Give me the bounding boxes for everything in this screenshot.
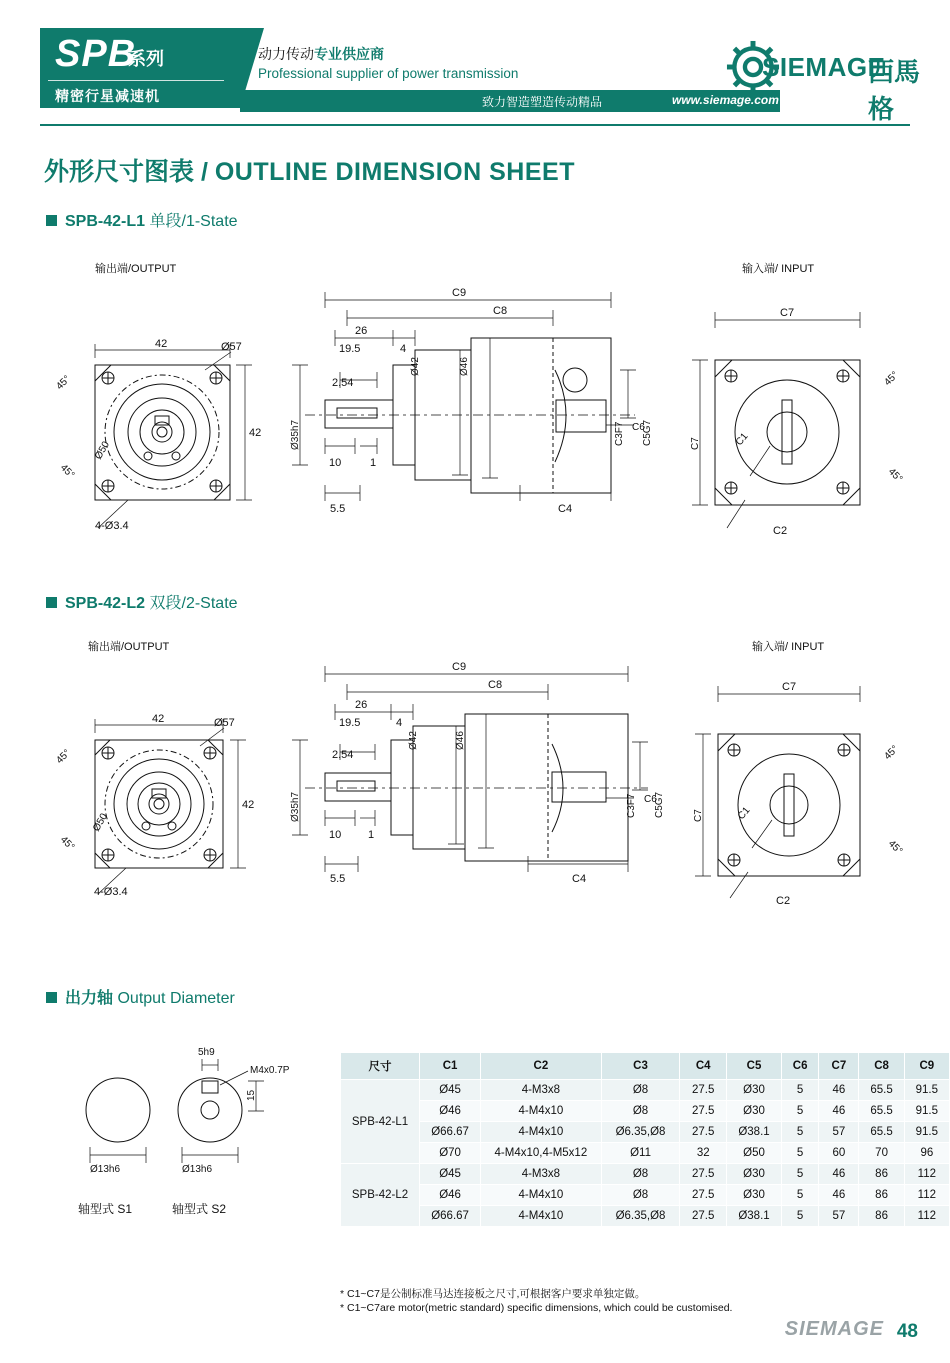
table-row <box>341 1101 950 1122</box>
cell: Ø8 <box>601 1101 680 1122</box>
table-row <box>341 1206 950 1227</box>
cell: Ø66.67 <box>420 1122 481 1143</box>
cell: 5 <box>781 1080 818 1101</box>
page-title-cn: 外形尺寸图表 / <box>44 158 215 186</box>
svg-text:C7: C7 <box>693 809 704 822</box>
col-c2: C2 <box>481 1053 602 1080</box>
cell: 112 <box>904 1164 949 1185</box>
cell: 27.5 <box>680 1164 727 1185</box>
table-row <box>341 1185 950 1206</box>
cell: 96 <box>904 1143 949 1164</box>
svg-text:26: 26 <box>355 699 368 711</box>
page-title-en: OUTLINE DIMENSION SHEET <box>214 158 575 186</box>
cell: 86 <box>859 1164 904 1185</box>
cell: Ø70 <box>420 1143 481 1164</box>
cell: 65.5 <box>859 1080 904 1101</box>
svg-text:C8: C8 <box>488 679 503 691</box>
col-c7: C7 <box>819 1053 859 1080</box>
cell: 4-M4x10 <box>481 1101 602 1122</box>
svg-text:5.5: 5.5 <box>330 873 346 885</box>
cell: 5 <box>781 1101 818 1122</box>
tagline-cn <box>258 44 384 64</box>
svg-text:4: 4 <box>396 717 403 729</box>
cell: 27.5 <box>680 1101 727 1122</box>
svg-text:45°: 45° <box>57 834 77 853</box>
cell: Ø8 <box>601 1080 680 1101</box>
group-name-l1: SPB-42-L1 <box>341 1080 420 1164</box>
table-note-en: * C1~C7are motor(metric standard) specific dimensions, which could be customised. <box>340 1302 733 1314</box>
svg-text:4-Ø3.4: 4-Ø3.4 <box>95 520 129 532</box>
col-c9: C9 <box>904 1053 949 1080</box>
svg-text:Ø57: Ø57 <box>214 717 235 729</box>
cell: 4-M4x10 <box>481 1122 602 1143</box>
svg-text:Ø57: Ø57 <box>221 341 242 353</box>
svg-text:45°: 45° <box>885 466 905 485</box>
logo-series: 系列 <box>128 49 164 69</box>
svg-text:2.54: 2.54 <box>332 749 354 761</box>
cell: 27.5 <box>680 1122 727 1143</box>
section-en-l1: /1-State <box>181 213 238 230</box>
svg-text:42: 42 <box>155 338 168 350</box>
svg-text:45°: 45° <box>54 747 73 767</box>
svg-text:M4x0.7P: M4x0.7P <box>250 1065 290 1076</box>
header-band-text: 致力智造塑造传动精品 <box>482 95 603 109</box>
table-row <box>341 1122 950 1143</box>
label-output-side-l1: 输出端/OUTPUT <box>95 263 177 275</box>
section-bullet-icon <box>46 215 57 226</box>
header-rule <box>40 124 910 126</box>
cell: 5 <box>781 1206 818 1227</box>
tagline-cn-plain: 动力传动 <box>258 46 314 62</box>
table-note-cn: * C1~C7是公制标准马达连接板之尺寸,可根据客户要求单独定做。 <box>340 1288 646 1300</box>
section-code-l2: SPB-42-L2 <box>65 595 146 612</box>
svg-text:C7: C7 <box>690 437 701 450</box>
col-size: 尺寸 <box>341 1053 420 1080</box>
svg-text:2.54: 2.54 <box>332 377 354 389</box>
brand-name-cn: 西馬格 <box>868 57 921 124</box>
svg-text:42: 42 <box>242 799 255 811</box>
cell: Ø8 <box>601 1164 680 1185</box>
svg-text:C9: C9 <box>452 661 467 673</box>
label-input-side-l2: 输入端/ INPUT <box>752 641 825 653</box>
cell: 65.5 <box>859 1101 904 1122</box>
svg-text:C7: C7 <box>782 681 797 693</box>
svg-text:19.5: 19.5 <box>339 717 361 729</box>
svg-text:5h9: 5h9 <box>198 1047 215 1058</box>
svg-text:C7: C7 <box>780 307 795 319</box>
drawing-svg-l1 <box>0 250 950 550</box>
cell: 57 <box>819 1122 859 1143</box>
section-bullet-icon-2 <box>46 597 57 608</box>
cell: Ø30 <box>727 1185 782 1206</box>
page-title <box>44 152 575 188</box>
table-row <box>341 1143 950 1164</box>
cell: Ø50 <box>727 1143 782 1164</box>
col-c5: C5 <box>727 1053 782 1080</box>
table-row <box>341 1080 950 1101</box>
col-c1: C1 <box>420 1053 481 1080</box>
svg-text:C6: C6 <box>644 794 657 805</box>
group-name-l2: SPB-42-L2 <box>341 1164 420 1227</box>
cell: Ø8 <box>601 1185 680 1206</box>
cell: 5 <box>781 1122 818 1143</box>
tagline-en: Professional supplier of power transmission <box>258 66 519 81</box>
cell: 65.5 <box>859 1122 904 1143</box>
logo-divider <box>48 80 224 81</box>
cell: 86 <box>859 1185 904 1206</box>
svg-text:Ø46: Ø46 <box>459 357 470 376</box>
drawing-shaft <box>60 1035 340 1235</box>
shaft-svg <box>60 1035 340 1225</box>
svg-text:42: 42 <box>249 427 262 439</box>
svg-text:45°: 45° <box>882 369 901 389</box>
section-heading-shaft <box>46 985 235 1008</box>
section-cn-l1: 单段 <box>149 213 182 230</box>
svg-text:10: 10 <box>329 457 342 469</box>
section-bullet-icon-3 <box>46 992 57 1003</box>
svg-text:Ø13h6: Ø13h6 <box>182 1164 213 1175</box>
svg-text:1: 1 <box>370 457 377 469</box>
svg-text:轴型式 S2: 轴型式 S2 <box>172 1202 227 1216</box>
cell: Ø6.35,Ø8 <box>601 1122 680 1143</box>
svg-text:1: 1 <box>368 829 375 841</box>
table-header-row <box>341 1053 950 1080</box>
svg-text:4-Ø3.4: 4-Ø3.4 <box>94 886 128 898</box>
cell: 4-M3x8 <box>481 1080 602 1101</box>
cell: 46 <box>819 1080 859 1101</box>
svg-text:45°: 45° <box>57 462 77 481</box>
svg-text:C9: C9 <box>452 287 467 299</box>
svg-text:26: 26 <box>355 325 368 337</box>
svg-text:C5G7: C5G7 <box>654 791 665 818</box>
cell: 5 <box>781 1164 818 1185</box>
cell: 86 <box>859 1206 904 1227</box>
svg-text:19.5: 19.5 <box>339 343 361 355</box>
svg-text:Ø42: Ø42 <box>408 731 419 750</box>
svg-text:C1: C1 <box>733 431 751 448</box>
cell: 27.5 <box>680 1080 727 1101</box>
svg-text:C3F7: C3F7 <box>614 421 625 446</box>
svg-text:C4: C4 <box>572 873 587 885</box>
cell: 70 <box>859 1143 904 1164</box>
svg-text:Ø42: Ø42 <box>410 357 421 376</box>
table-row <box>341 1164 950 1185</box>
svg-text:42: 42 <box>152 713 165 725</box>
cell: 91.5 <box>904 1122 949 1143</box>
col-c6: C6 <box>781 1053 818 1080</box>
footer-brand: SIEMAGE <box>784 1318 884 1340</box>
drawing-l2 <box>0 630 950 950</box>
logo-spb: SPB <box>55 33 137 75</box>
svg-text:10: 10 <box>329 829 342 841</box>
svg-text:C1: C1 <box>735 805 753 822</box>
svg-text:45°: 45° <box>54 373 73 393</box>
cell: 4-M4x10 <box>481 1206 602 1227</box>
logo-subtitle: 精密行星减速机 <box>55 88 160 104</box>
page-header <box>0 0 950 125</box>
svg-text:Ø13h6: Ø13h6 <box>90 1164 121 1175</box>
section-heading-l1 <box>46 208 238 231</box>
section-cn-l2: 双段 <box>149 595 182 612</box>
section-en-shaft: Output Diameter <box>117 990 235 1007</box>
svg-text:轴型式 S1: 轴型式 S1 <box>78 1202 133 1216</box>
label-output-side-l2: 输出端/OUTPUT <box>88 641 170 653</box>
svg-text:15: 15 <box>246 1089 257 1101</box>
cell: Ø6.35,Ø8 <box>601 1206 680 1227</box>
cell: 46 <box>819 1101 859 1122</box>
cell: 60 <box>819 1143 859 1164</box>
page-number: 48 <box>896 1321 918 1342</box>
brand-name-en: SIEMAGE <box>762 52 886 82</box>
cell: 4-M3x8 <box>481 1164 602 1185</box>
svg-text:45°: 45° <box>882 743 901 763</box>
svg-text:4: 4 <box>400 343 407 355</box>
cell: Ø30 <box>727 1164 782 1185</box>
svg-text:C5G7: C5G7 <box>642 419 653 446</box>
cell: Ø38.1 <box>727 1206 782 1227</box>
svg-text:C3F7: C3F7 <box>626 793 637 818</box>
svg-text:Ø50: Ø50 <box>91 811 111 834</box>
cell: Ø11 <box>601 1143 680 1164</box>
svg-text:45°: 45° <box>885 838 905 857</box>
drawing-svg-l2 <box>0 630 950 930</box>
cell: 5 <box>781 1143 818 1164</box>
cell: 112 <box>904 1206 949 1227</box>
dimension-table <box>340 1052 950 1227</box>
cell: 112 <box>904 1185 949 1206</box>
col-c8: C8 <box>859 1053 904 1080</box>
svg-text:Ø50: Ø50 <box>93 439 113 462</box>
cell: Ø30 <box>727 1101 782 1122</box>
cell: 5 <box>781 1185 818 1206</box>
label-input-side-l1: 输入端/ INPUT <box>742 263 815 275</box>
cell: Ø66.67 <box>420 1206 481 1227</box>
svg-text:C6: C6 <box>632 422 645 433</box>
cell: 46 <box>819 1164 859 1185</box>
cell: Ø46 <box>420 1185 481 1206</box>
cell: 32 <box>680 1143 727 1164</box>
section-heading-l2 <box>46 590 238 613</box>
cell: 4-M4x10 <box>481 1185 602 1206</box>
cell: Ø45 <box>420 1080 481 1101</box>
cell: Ø30 <box>727 1080 782 1101</box>
cell: 4-M4x10,4-M5x12 <box>481 1143 602 1164</box>
section-code-l1: SPB-42-L1 <box>65 213 146 230</box>
cell: Ø46 <box>420 1101 481 1122</box>
header-website-link[interactable]: www.siemage.com <box>672 93 779 107</box>
cell: 27.5 <box>680 1185 727 1206</box>
svg-text:Ø35h7: Ø35h7 <box>290 419 301 450</box>
svg-text:Ø35h7: Ø35h7 <box>290 791 301 822</box>
section-code-shaft: 出力轴 <box>65 990 114 1007</box>
svg-text:C8: C8 <box>493 305 508 317</box>
cell: Ø45 <box>420 1164 481 1185</box>
svg-text:C4: C4 <box>558 503 573 515</box>
tagline-cn-bold: 专业供应商 <box>314 46 384 62</box>
cell: Ø38.1 <box>727 1122 782 1143</box>
svg-text:C2: C2 <box>773 525 788 537</box>
svg-text:C2: C2 <box>776 895 791 907</box>
drawing-l1 <box>0 250 950 570</box>
cell: 91.5 <box>904 1101 949 1122</box>
col-c3: C3 <box>601 1053 680 1080</box>
svg-text:Ø46: Ø46 <box>455 731 466 750</box>
svg-text:5.5: 5.5 <box>330 503 346 515</box>
col-c4: C4 <box>680 1053 727 1080</box>
cell: 46 <box>819 1185 859 1206</box>
cell: 91.5 <box>904 1080 949 1101</box>
cell: 27.5 <box>680 1206 727 1227</box>
section-en-l2: /2-State <box>181 595 238 612</box>
cell: 57 <box>819 1206 859 1227</box>
